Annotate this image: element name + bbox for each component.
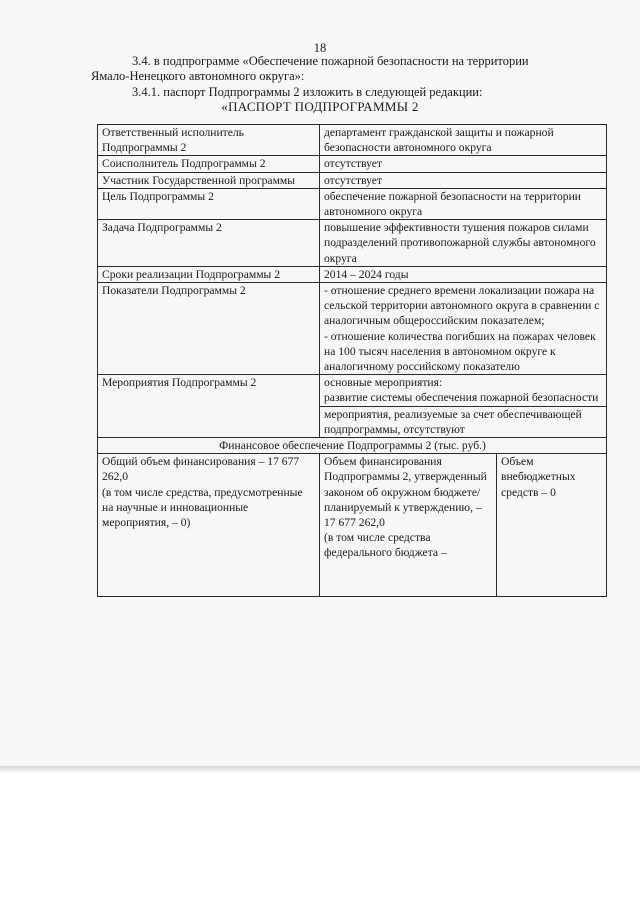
table-row-activities (98, 375, 607, 406)
row-label: Показатели Подпрограммы 2 (98, 283, 320, 375)
financing-total-title: Общий объем финансирования – 17 677 262,0 (102, 455, 300, 484)
row-value (320, 283, 607, 375)
table-row (98, 172, 607, 188)
table-row (98, 156, 607, 172)
row-value (320, 375, 607, 406)
financing-total (98, 454, 320, 597)
passport-table (97, 124, 607, 597)
row-value: обеспечение пожарной безопасности на территории автономного округа (320, 188, 607, 219)
passport-heading: «ПАСПОРТ ПОДПРОГРАММЫ 2 (221, 99, 419, 114)
scan-edge (0, 766, 640, 774)
financing-approved-note: (в том числе средства федерального бюджета – (324, 531, 447, 560)
financing-extra: Объем внебюджетных средств – 0 (497, 454, 607, 597)
row-value: мероприятия, реализуемые за счет обеспечивающей подпрограммы, отсутствуют (320, 406, 607, 437)
activities-main: основные мероприятия: (324, 376, 443, 390)
financing-total-note: (в том числе средства, предусмотренные на научные и инновационные мероприятия, – 0) (102, 485, 303, 530)
financing-header: Финансовое обеспечение Подпрограммы 2 (тыс. руб.) (98, 438, 607, 454)
row-label: Сроки реализации Подпрограммы 2 (98, 266, 320, 282)
intro-line-2: Ямало-Ненецкого автономного округа»: (91, 69, 305, 83)
row-label: Участник Государственной программы (98, 172, 320, 188)
intro-line-3: 3.4.1. паспорт Подпрограммы 2 изложить в следующей редакции: (132, 85, 483, 99)
row-value: департамент гражданской защиты и пожарной безопасности автономного округа (320, 125, 607, 156)
table-row-financing (98, 454, 607, 597)
table-row-financing-header (98, 438, 607, 454)
table-row (98, 220, 607, 267)
row-value: повышение эффективности тушения пожаров силами подразделений противопожарной службы автономного округа (320, 220, 607, 267)
indicator-item: - отношение количества погибших на пожарах человек на 100 тысяч населения в автономном округе к аналогичному российскому показателю (324, 329, 596, 374)
financing-approved (320, 454, 497, 597)
row-value: отсутствует (320, 172, 607, 188)
indicator-item: - отношение среднего времени локализации пожара на сельской территории автономного округа в сравнении с аналогичным общероссийским показателем; (324, 284, 600, 328)
intro-line-1: 3.4. в подпрограмме «Обеспечение пожарной безопасности на территории (132, 54, 529, 68)
table-row (98, 266, 607, 282)
row-value: отсутствует (320, 156, 607, 172)
financing-approved-title: Объем финансирования Подпрограммы 2, утвержденный законом об окружном бюджете/планируемый к утверждению, – 17 677 262,0 (324, 455, 487, 530)
table-row (98, 125, 607, 156)
row-label: Цель Подпрограммы 2 (98, 188, 320, 219)
page-number: 18 (313, 41, 327, 55)
row-value: 2014 – 2024 годы (320, 266, 607, 282)
table-row-indicators (98, 283, 607, 375)
row-label: Соисполнитель Подпрограммы 2 (98, 156, 320, 172)
row-label: Мероприятия Подпрограммы 2 (98, 375, 320, 438)
table-row (98, 188, 607, 219)
row-label: Ответственный исполнитель Подпрограммы 2 (98, 125, 320, 156)
row-label: Задача Подпрограммы 2 (98, 220, 320, 267)
activities-main-item: развитие системы обеспечения пожарной безопасности (324, 391, 599, 405)
